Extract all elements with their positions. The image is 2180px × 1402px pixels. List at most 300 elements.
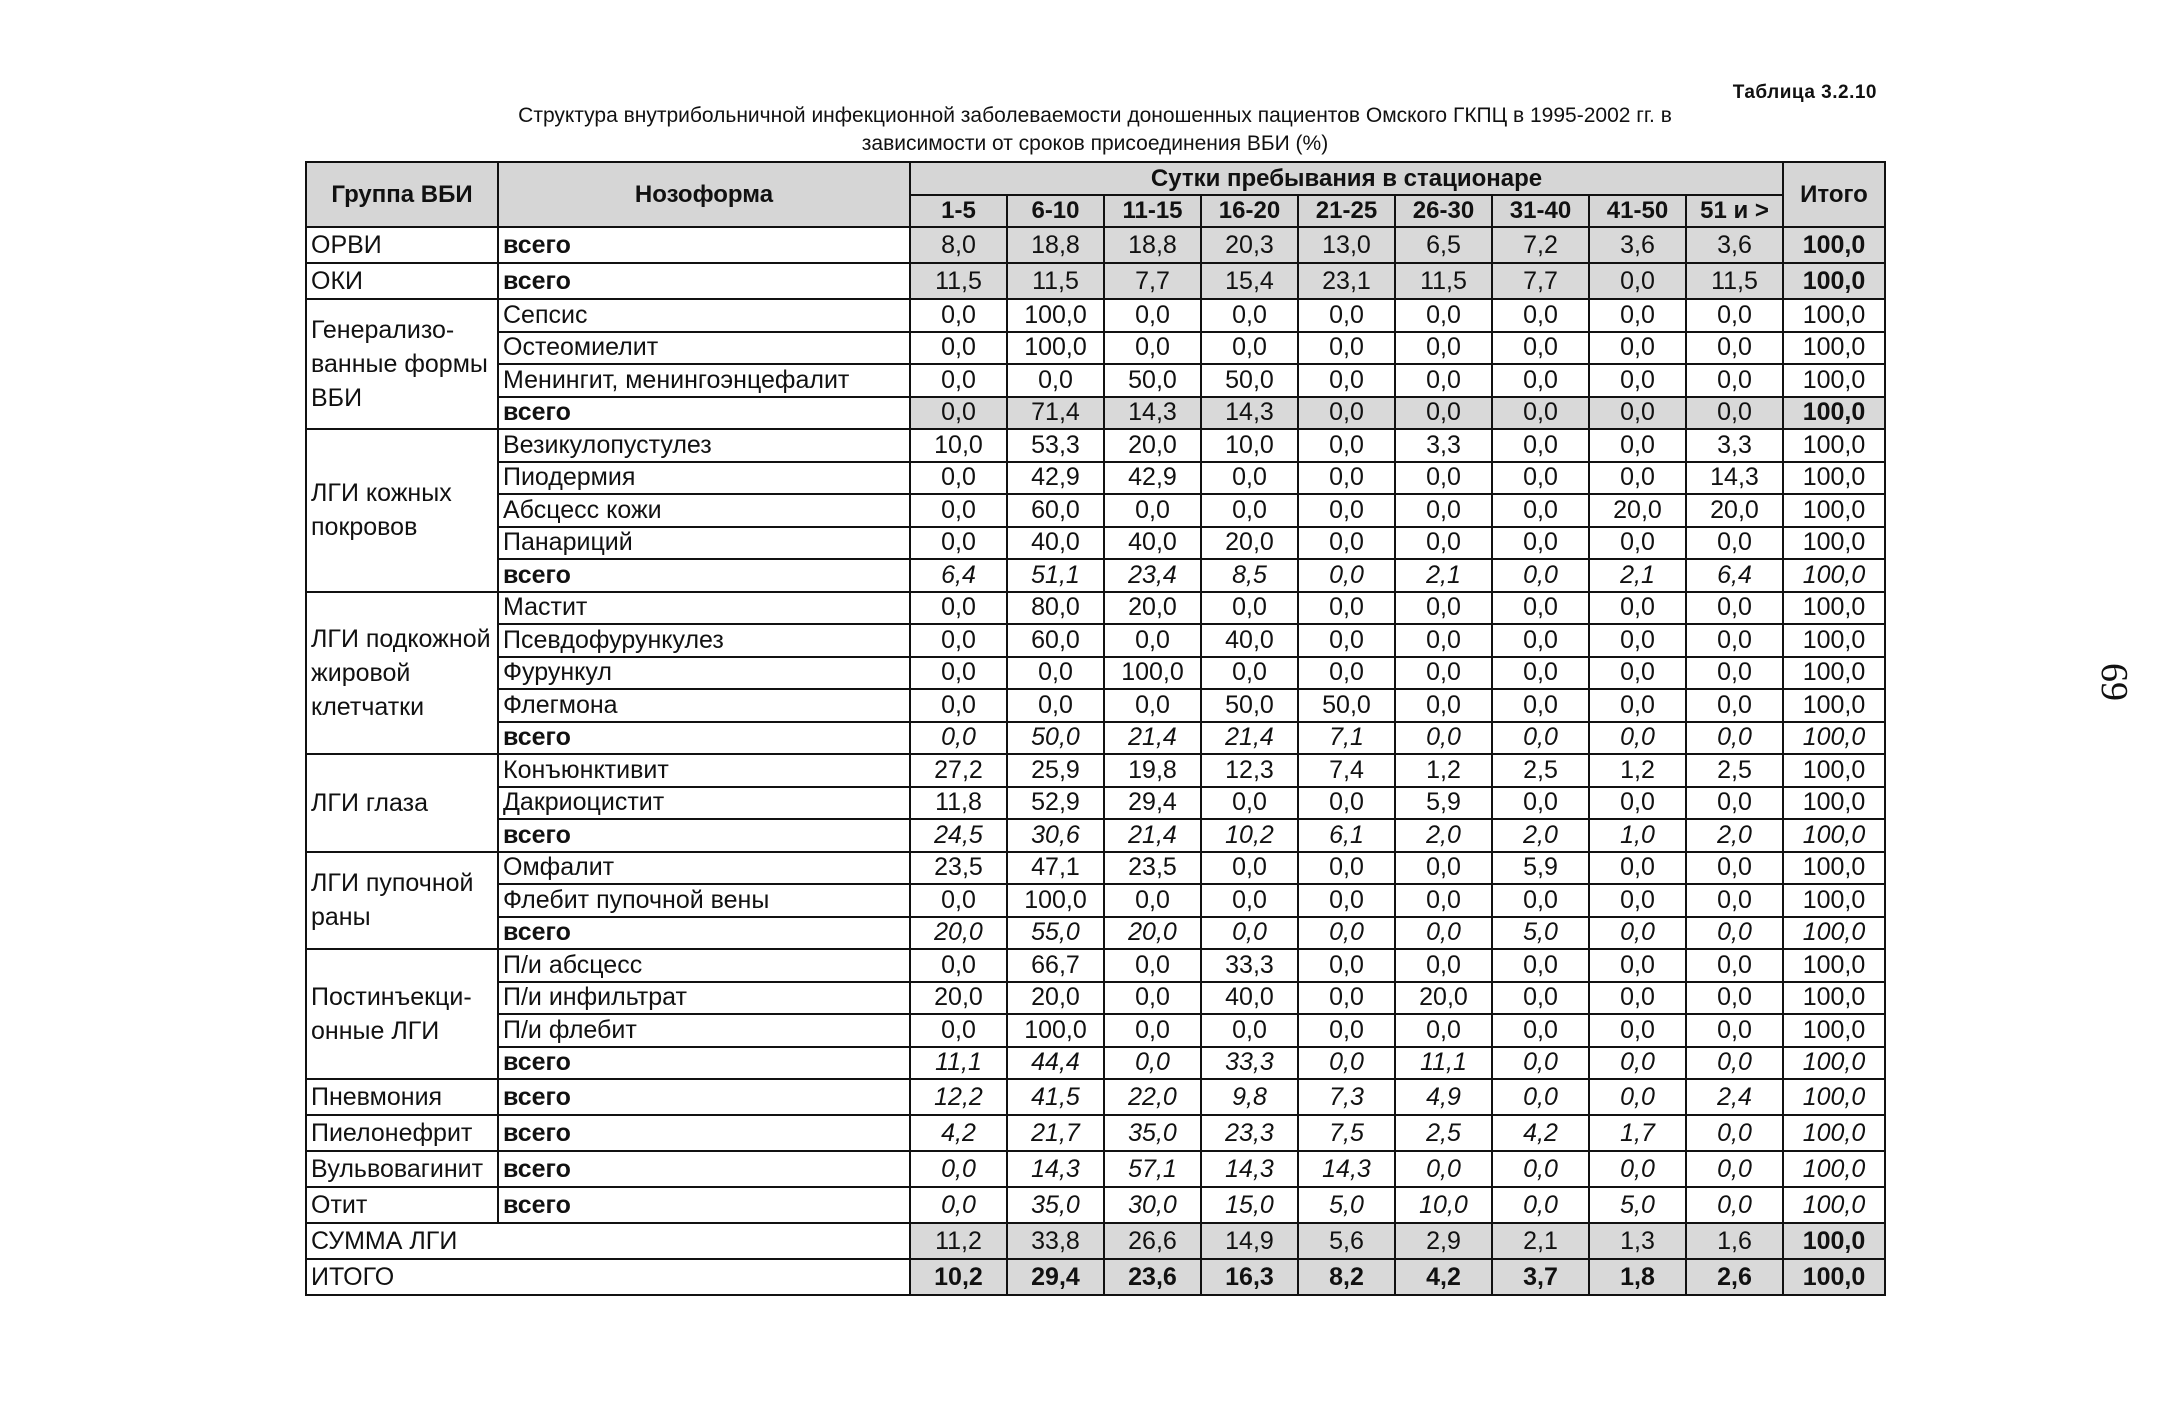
table-row bbox=[306, 592, 1885, 625]
nosoform-cell: П/и инфильтрат bbox=[498, 982, 910, 1015]
value-cell: 0,0 bbox=[1492, 884, 1589, 917]
value-cell: 23,5 bbox=[1104, 852, 1201, 885]
value-cell: 0,0 bbox=[910, 494, 1007, 527]
table-row bbox=[306, 852, 1885, 885]
value-cell: 2,1 bbox=[1589, 559, 1686, 592]
total-cell: 100,0 bbox=[1783, 429, 1885, 462]
value-cell: 0,0 bbox=[1395, 1151, 1492, 1187]
total-cell: 100,0 bbox=[1783, 1014, 1885, 1047]
group-cell: Отит bbox=[306, 1187, 498, 1223]
value-cell: 0,0 bbox=[1007, 657, 1104, 690]
table-row bbox=[306, 1259, 1885, 1295]
table-row bbox=[306, 1115, 1885, 1151]
group-cell: Генерализо-ванные формы ВБИ bbox=[306, 299, 498, 429]
value-cell: 0,0 bbox=[1201, 462, 1298, 495]
value-cell: 0,0 bbox=[1104, 689, 1201, 722]
value-cell: 0,0 bbox=[1686, 884, 1783, 917]
total-cell: 100,0 bbox=[1783, 1151, 1885, 1187]
nosoform-cell: Псевдофурункулез bbox=[498, 624, 910, 657]
value-cell: 0,0 bbox=[1589, 1151, 1686, 1187]
value-cell: 0,0 bbox=[1007, 364, 1104, 397]
value-cell: 0,0 bbox=[1589, 462, 1686, 495]
value-cell: 0,0 bbox=[1589, 1014, 1686, 1047]
value-cell: 0,0 bbox=[1298, 917, 1395, 950]
value-cell: 0,0 bbox=[1298, 364, 1395, 397]
value-cell: 0,0 bbox=[1298, 657, 1395, 690]
group-cell: Пиелонефрит bbox=[306, 1115, 498, 1151]
table-row bbox=[306, 462, 1885, 495]
value-cell: 0,0 bbox=[1201, 787, 1298, 820]
value-cell: 0,0 bbox=[1589, 1047, 1686, 1080]
value-cell: 0,0 bbox=[1589, 397, 1686, 430]
value-cell: 10,0 bbox=[1395, 1187, 1492, 1223]
value-cell: 55,0 bbox=[1007, 917, 1104, 950]
value-cell: 16,3 bbox=[1201, 1259, 1298, 1295]
value-cell: 8,0 bbox=[910, 227, 1007, 263]
value-cell: 0,0 bbox=[1686, 657, 1783, 690]
table-row bbox=[306, 1047, 1885, 1080]
value-cell: 1,2 bbox=[1395, 754, 1492, 787]
value-cell: 0,0 bbox=[1298, 494, 1395, 527]
value-cell: 0,0 bbox=[1686, 1014, 1783, 1047]
value-cell: 25,9 bbox=[1007, 754, 1104, 787]
value-cell: 7,1 bbox=[1298, 722, 1395, 755]
value-cell: 0,0 bbox=[1201, 1014, 1298, 1047]
value-cell: 0,0 bbox=[1201, 592, 1298, 625]
value-cell: 0,0 bbox=[910, 657, 1007, 690]
value-cell: 100,0 bbox=[1007, 332, 1104, 365]
value-cell: 0,0 bbox=[910, 397, 1007, 430]
value-cell: 0,0 bbox=[1589, 689, 1686, 722]
value-cell: 50,0 bbox=[1201, 364, 1298, 397]
value-cell: 41,5 bbox=[1007, 1079, 1104, 1115]
value-cell: 27,2 bbox=[910, 754, 1007, 787]
value-cell: 5,6 bbox=[1298, 1223, 1395, 1259]
value-cell: 18,8 bbox=[1007, 227, 1104, 263]
table-row bbox=[306, 982, 1885, 1015]
value-cell: 0,0 bbox=[1589, 429, 1686, 462]
value-cell: 0,0 bbox=[1395, 624, 1492, 657]
value-cell: 0,0 bbox=[1104, 884, 1201, 917]
table-row bbox=[306, 227, 1885, 263]
value-cell: 0,0 bbox=[1492, 494, 1589, 527]
group-cell: ОКИ bbox=[306, 263, 498, 299]
total-cell: 100,0 bbox=[1783, 299, 1885, 332]
value-cell: 0,0 bbox=[1104, 494, 1201, 527]
value-cell: 40,0 bbox=[1201, 624, 1298, 657]
nosoform-cell: всего bbox=[498, 559, 910, 592]
nosoform-cell: Везикулопустулез bbox=[498, 429, 910, 462]
value-cell: 0,0 bbox=[1298, 299, 1395, 332]
group-cell: ЛГИ пупочной раны bbox=[306, 852, 498, 950]
value-cell: 30,6 bbox=[1007, 819, 1104, 852]
total-cell: 100,0 bbox=[1783, 397, 1885, 430]
nosoform-cell: всего bbox=[498, 1115, 910, 1151]
total-cell: 100,0 bbox=[1783, 624, 1885, 657]
value-cell: 0,0 bbox=[1201, 852, 1298, 885]
total-cell: 100,0 bbox=[1783, 787, 1885, 820]
value-cell: 23,5 bbox=[910, 852, 1007, 885]
header-day-col: 51 и > bbox=[1686, 195, 1783, 228]
group-cell: ИТОГО bbox=[306, 1259, 910, 1295]
value-cell: 0,0 bbox=[1492, 722, 1589, 755]
total-cell: 100,0 bbox=[1783, 819, 1885, 852]
group-cell: ОРВИ bbox=[306, 227, 498, 263]
nosoform-cell: Менингит, менингоэнцефалит bbox=[498, 364, 910, 397]
value-cell: 0,0 bbox=[1395, 592, 1492, 625]
value-cell: 3,3 bbox=[1686, 429, 1783, 462]
value-cell: 53,3 bbox=[1007, 429, 1104, 462]
value-cell: 9,8 bbox=[1201, 1079, 1298, 1115]
value-cell: 1,6 bbox=[1686, 1223, 1783, 1259]
value-cell: 5,9 bbox=[1395, 787, 1492, 820]
value-cell: 15,0 bbox=[1201, 1187, 1298, 1223]
value-cell: 0,0 bbox=[1395, 397, 1492, 430]
value-cell: 0,0 bbox=[910, 1151, 1007, 1187]
value-cell: 0,0 bbox=[1298, 1047, 1395, 1080]
nosoform-cell: всего bbox=[498, 917, 910, 950]
value-cell: 0,0 bbox=[1298, 949, 1395, 982]
total-cell: 100,0 bbox=[1783, 1079, 1885, 1115]
value-cell: 21,4 bbox=[1104, 819, 1201, 852]
value-cell: 20,0 bbox=[1589, 494, 1686, 527]
value-cell: 0,0 bbox=[1395, 949, 1492, 982]
nosoform-cell: Фурункул bbox=[498, 657, 910, 690]
nosoform-cell: Конъюнктивит bbox=[498, 754, 910, 787]
value-cell: 0,0 bbox=[910, 462, 1007, 495]
nosoform-cell: П/и флебит bbox=[498, 1014, 910, 1047]
value-cell: 0,0 bbox=[1395, 852, 1492, 885]
value-cell: 2,5 bbox=[1492, 754, 1589, 787]
value-cell: 0,0 bbox=[1395, 462, 1492, 495]
value-cell: 21,4 bbox=[1201, 722, 1298, 755]
value-cell: 0,0 bbox=[1298, 527, 1395, 560]
value-cell: 7,7 bbox=[1492, 263, 1589, 299]
value-cell: 0,0 bbox=[1492, 592, 1589, 625]
value-cell: 0,0 bbox=[910, 689, 1007, 722]
value-cell: 2,0 bbox=[1395, 819, 1492, 852]
value-cell: 0,0 bbox=[1492, 1047, 1589, 1080]
total-cell: 100,0 bbox=[1783, 917, 1885, 950]
group-cell: ЛГИ глаза bbox=[306, 754, 498, 852]
value-cell: 14,9 bbox=[1201, 1223, 1298, 1259]
value-cell: 20,0 bbox=[1201, 527, 1298, 560]
value-cell: 0,0 bbox=[1686, 722, 1783, 755]
total-cell: 100,0 bbox=[1783, 689, 1885, 722]
value-cell: 6,5 bbox=[1395, 227, 1492, 263]
value-cell: 14,3 bbox=[1298, 1151, 1395, 1187]
value-cell: 5,9 bbox=[1492, 852, 1589, 885]
value-cell: 0,0 bbox=[1492, 462, 1589, 495]
table-row bbox=[306, 1014, 1885, 1047]
value-cell: 2,5 bbox=[1395, 1115, 1492, 1151]
value-cell: 0,0 bbox=[1589, 722, 1686, 755]
value-cell: 0,0 bbox=[1492, 1014, 1589, 1047]
value-cell: 51,1 bbox=[1007, 559, 1104, 592]
value-cell: 14,3 bbox=[1007, 1151, 1104, 1187]
value-cell: 10,2 bbox=[1201, 819, 1298, 852]
header-group: Группа ВБИ bbox=[306, 162, 498, 227]
table-row bbox=[306, 819, 1885, 852]
value-cell: 0,0 bbox=[910, 332, 1007, 365]
total-cell: 100,0 bbox=[1783, 722, 1885, 755]
value-cell: 24,5 bbox=[910, 819, 1007, 852]
value-cell: 0,0 bbox=[1298, 982, 1395, 1015]
nosoform-cell: всего bbox=[498, 397, 910, 430]
value-cell: 0,0 bbox=[1298, 1014, 1395, 1047]
table-row bbox=[306, 787, 1885, 820]
value-cell: 0,0 bbox=[1686, 1115, 1783, 1151]
nosoform-cell: П/и абсцесс bbox=[498, 949, 910, 982]
table-row bbox=[306, 1187, 1885, 1223]
value-cell: 0,0 bbox=[1395, 1014, 1492, 1047]
header-day-col: 6-10 bbox=[1007, 195, 1104, 228]
total-cell: 100,0 bbox=[1783, 332, 1885, 365]
value-cell: 100,0 bbox=[1007, 1014, 1104, 1047]
table-row bbox=[306, 527, 1885, 560]
value-cell: 0,0 bbox=[1589, 299, 1686, 332]
nosoform-cell: Пиодермия bbox=[498, 462, 910, 495]
group-cell: Вульвовагинит bbox=[306, 1151, 498, 1187]
total-cell: 100,0 bbox=[1783, 494, 1885, 527]
nosoform-cell: Дакриоцистит bbox=[498, 787, 910, 820]
header-total: Итого bbox=[1783, 162, 1885, 227]
value-cell: 21,4 bbox=[1104, 722, 1201, 755]
value-cell: 0,0 bbox=[910, 1014, 1007, 1047]
table-row bbox=[306, 689, 1885, 722]
title-line-2: зависимости от сроков присоединения ВБИ (%) bbox=[861, 132, 1329, 155]
value-cell: 11,5 bbox=[1007, 263, 1104, 299]
table-row bbox=[306, 1223, 1885, 1259]
value-cell: 26,6 bbox=[1104, 1223, 1201, 1259]
value-cell: 20,3 bbox=[1201, 227, 1298, 263]
value-cell: 0,0 bbox=[910, 299, 1007, 332]
value-cell: 0,0 bbox=[1395, 689, 1492, 722]
nosoform-cell: Абсцесс кожи bbox=[498, 494, 910, 527]
value-cell: 0,0 bbox=[1686, 299, 1783, 332]
total-cell: 100,0 bbox=[1783, 1047, 1885, 1080]
value-cell: 7,3 bbox=[1298, 1079, 1395, 1115]
group-cell: Пневмония bbox=[306, 1079, 498, 1115]
value-cell: 2,9 bbox=[1395, 1223, 1492, 1259]
value-cell: 20,0 bbox=[1007, 982, 1104, 1015]
value-cell: 23,1 bbox=[1298, 263, 1395, 299]
value-cell: 47,1 bbox=[1007, 852, 1104, 885]
value-cell: 2,1 bbox=[1492, 1223, 1589, 1259]
nosoform-cell: всего bbox=[498, 227, 910, 263]
value-cell: 4,9 bbox=[1395, 1079, 1492, 1115]
value-cell: 12,2 bbox=[910, 1079, 1007, 1115]
table-row bbox=[306, 429, 1885, 462]
value-cell: 0,0 bbox=[1298, 559, 1395, 592]
value-cell: 1,7 bbox=[1589, 1115, 1686, 1151]
value-cell: 20,0 bbox=[1104, 917, 1201, 950]
header-days: Сутки пребывания в стационаре bbox=[910, 162, 1783, 195]
value-cell: 0,0 bbox=[910, 364, 1007, 397]
value-cell: 0,0 bbox=[1589, 332, 1686, 365]
value-cell: 0,0 bbox=[1395, 657, 1492, 690]
value-cell: 29,4 bbox=[1007, 1259, 1104, 1295]
value-cell: 0,0 bbox=[1007, 689, 1104, 722]
header-day-col: 21-25 bbox=[1298, 195, 1395, 228]
header-day-col: 31-40 bbox=[1492, 195, 1589, 228]
table-row bbox=[306, 494, 1885, 527]
value-cell: 0,0 bbox=[1395, 722, 1492, 755]
value-cell: 0,0 bbox=[1589, 949, 1686, 982]
table-row bbox=[306, 263, 1885, 299]
value-cell: 0,0 bbox=[910, 527, 1007, 560]
value-cell: 14,3 bbox=[1201, 1151, 1298, 1187]
table-row bbox=[306, 624, 1885, 657]
nosoform-cell: всего bbox=[498, 1151, 910, 1187]
total-cell: 100,0 bbox=[1783, 227, 1885, 263]
value-cell: 40,0 bbox=[1104, 527, 1201, 560]
total-cell: 100,0 bbox=[1783, 754, 1885, 787]
value-cell: 100,0 bbox=[1104, 657, 1201, 690]
value-cell: 2,6 bbox=[1686, 1259, 1783, 1295]
value-cell: 7,2 bbox=[1492, 227, 1589, 263]
value-cell: 30,0 bbox=[1104, 1187, 1201, 1223]
value-cell: 0,0 bbox=[1395, 917, 1492, 950]
value-cell: 5,0 bbox=[1298, 1187, 1395, 1223]
value-cell: 0,0 bbox=[1492, 1151, 1589, 1187]
value-cell: 0,0 bbox=[1686, 364, 1783, 397]
value-cell: 20,0 bbox=[910, 982, 1007, 1015]
value-cell: 0,0 bbox=[1589, 787, 1686, 820]
group-cell: СУММА ЛГИ bbox=[306, 1223, 910, 1259]
table-row bbox=[306, 754, 1885, 787]
value-cell: 18,8 bbox=[1104, 227, 1201, 263]
page-number: 69 bbox=[2093, 663, 2135, 701]
value-cell: 11,8 bbox=[910, 787, 1007, 820]
value-cell: 0,0 bbox=[1298, 884, 1395, 917]
value-cell: 50,0 bbox=[1007, 722, 1104, 755]
value-cell: 0,0 bbox=[1686, 787, 1783, 820]
group-cell: ЛГИ подкожной жировой клетчатки bbox=[306, 592, 498, 755]
value-cell: 0,0 bbox=[1104, 332, 1201, 365]
value-cell: 0,0 bbox=[1395, 299, 1492, 332]
table-row bbox=[306, 332, 1885, 365]
value-cell: 42,9 bbox=[1007, 462, 1104, 495]
nosoform-cell: Мастит bbox=[498, 592, 910, 625]
value-cell: 1,0 bbox=[1589, 819, 1686, 852]
value-cell: 8,2 bbox=[1298, 1259, 1395, 1295]
value-cell: 14,3 bbox=[1686, 462, 1783, 495]
value-cell: 33,3 bbox=[1201, 1047, 1298, 1080]
value-cell: 29,4 bbox=[1104, 787, 1201, 820]
value-cell: 0,0 bbox=[1298, 462, 1395, 495]
value-cell: 14,3 bbox=[1201, 397, 1298, 430]
value-cell: 44,4 bbox=[1007, 1047, 1104, 1080]
value-cell: 50,0 bbox=[1298, 689, 1395, 722]
value-cell: 0,0 bbox=[1589, 263, 1686, 299]
value-cell: 0,0 bbox=[1492, 299, 1589, 332]
total-cell: 100,0 bbox=[1783, 1259, 1885, 1295]
value-cell: 0,0 bbox=[1298, 429, 1395, 462]
infection-structure-table bbox=[305, 161, 1886, 1296]
value-cell: 2,5 bbox=[1686, 754, 1783, 787]
table-row bbox=[306, 657, 1885, 690]
value-cell: 0,0 bbox=[1492, 982, 1589, 1015]
value-cell: 13,0 bbox=[1298, 227, 1395, 263]
value-cell: 0,0 bbox=[1686, 397, 1783, 430]
value-cell: 0,0 bbox=[1492, 332, 1589, 365]
value-cell: 14,3 bbox=[1104, 397, 1201, 430]
value-cell: 0,0 bbox=[1686, 1047, 1783, 1080]
value-cell: 0,0 bbox=[1589, 527, 1686, 560]
total-cell: 100,0 bbox=[1783, 657, 1885, 690]
value-cell: 3,6 bbox=[1589, 227, 1686, 263]
total-cell: 100,0 bbox=[1783, 592, 1885, 625]
value-cell: 22,0 bbox=[1104, 1079, 1201, 1115]
value-cell: 10,0 bbox=[1201, 429, 1298, 462]
value-cell: 5,0 bbox=[1589, 1187, 1686, 1223]
total-cell: 100,0 bbox=[1783, 949, 1885, 982]
value-cell: 1,8 bbox=[1589, 1259, 1686, 1295]
value-cell: 0,0 bbox=[1686, 624, 1783, 657]
value-cell: 0,0 bbox=[1201, 657, 1298, 690]
value-cell: 0,0 bbox=[1492, 397, 1589, 430]
value-cell: 0,0 bbox=[1492, 949, 1589, 982]
nosoform-cell: Остеомиелит bbox=[498, 332, 910, 365]
value-cell: 0,0 bbox=[1589, 657, 1686, 690]
value-cell: 40,0 bbox=[1007, 527, 1104, 560]
value-cell: 0,0 bbox=[910, 884, 1007, 917]
value-cell: 33,8 bbox=[1007, 1223, 1104, 1259]
value-cell: 4,2 bbox=[910, 1115, 1007, 1151]
value-cell: 21,7 bbox=[1007, 1115, 1104, 1151]
total-cell: 100,0 bbox=[1783, 263, 1885, 299]
value-cell: 0,0 bbox=[1686, 332, 1783, 365]
value-cell: 2,4 bbox=[1686, 1079, 1783, 1115]
value-cell: 11,5 bbox=[910, 263, 1007, 299]
nosoform-cell: всего bbox=[498, 819, 910, 852]
header-day-col: 16-20 bbox=[1201, 195, 1298, 228]
total-cell: 100,0 bbox=[1783, 1187, 1885, 1223]
value-cell: 0,0 bbox=[1686, 689, 1783, 722]
value-cell: 0,0 bbox=[1298, 624, 1395, 657]
value-cell: 3,6 bbox=[1686, 227, 1783, 263]
table-row bbox=[306, 299, 1885, 332]
value-cell: 0,0 bbox=[910, 1187, 1007, 1223]
value-cell: 0,0 bbox=[1395, 364, 1492, 397]
value-cell: 0,0 bbox=[1589, 624, 1686, 657]
total-cell: 100,0 bbox=[1783, 1115, 1885, 1151]
value-cell: 11,1 bbox=[1395, 1047, 1492, 1080]
value-cell: 0,0 bbox=[1686, 592, 1783, 625]
value-cell: 8,5 bbox=[1201, 559, 1298, 592]
table-row bbox=[306, 1079, 1885, 1115]
value-cell: 60,0 bbox=[1007, 624, 1104, 657]
value-cell: 19,8 bbox=[1104, 754, 1201, 787]
value-cell: 0,0 bbox=[1589, 917, 1686, 950]
value-cell: 11,1 bbox=[910, 1047, 1007, 1080]
nosoform-cell: Панариций bbox=[498, 527, 910, 560]
value-cell: 0,0 bbox=[1589, 852, 1686, 885]
table-title bbox=[300, 102, 1890, 158]
nosoform-cell: Флегмона bbox=[498, 689, 910, 722]
value-cell: 0,0 bbox=[1298, 592, 1395, 625]
nosoform-cell: всего bbox=[498, 722, 910, 755]
value-cell: 20,0 bbox=[1395, 982, 1492, 1015]
value-cell: 0,0 bbox=[1589, 1079, 1686, 1115]
table-row bbox=[306, 884, 1885, 917]
nosoform-cell: всего bbox=[498, 1187, 910, 1223]
value-cell: 7,7 bbox=[1104, 263, 1201, 299]
value-cell: 35,0 bbox=[1007, 1187, 1104, 1223]
total-cell: 100,0 bbox=[1783, 559, 1885, 592]
value-cell: 4,2 bbox=[1492, 1115, 1589, 1151]
